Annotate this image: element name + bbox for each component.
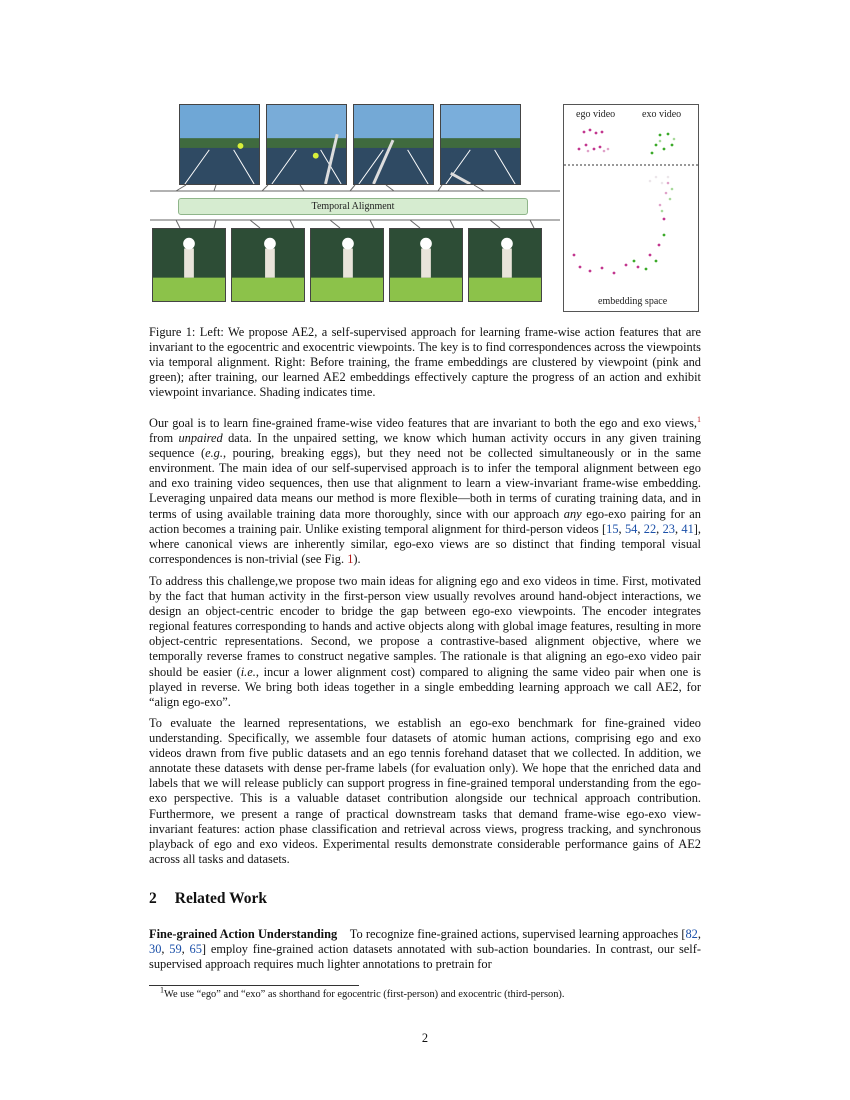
p1-italic-unpaired: unpaired [178, 431, 223, 446]
citation-link[interactable]: 82 [685, 927, 698, 941]
p1-text-b: from [149, 431, 179, 446]
ego-video-label: ego video [576, 109, 616, 120]
exo-frame-2 [231, 228, 305, 302]
embedding-panel [563, 104, 699, 312]
p3-text: To evaluate the learned representations, we establish an ego-exo benchmark for fine-grained video understanding. Specifically, we assemble four datasets of atomic human actions, comprising ego and exo videos drawn from five public datasets and an ego tennis forehand dataset that we collected. In addition, we annotate these datasets with dense per-frame labels (for evaluation only). We hope that the enriched data and labels that we will release publicly can support progress in fine-grained temporal understanding from the ego-exo perspective. This is a valuable dataset contribution alongside our technical approach contribution. Furthermore, we present a range of practical downstream tasks that demand frame-wise ego-exo view-invariant features: action phase classification and retrieval across views, progress tracking, and synchronous playback of ego and exo videos. Experimental results demonstrate considerable performance gains of AE2 across all tasks and datasets. [149, 716, 701, 866]
exo-frame-4 [389, 228, 463, 302]
paragraph-4: Fine-grained Action Understanding To recognize fine-grained actions, supervised learning approaches [82, 30, 59, 65] employ fine-grained action datasets annotated with sub-action boundaries. In contrast, our self-supervised approach requires much lighter annotations to pretrain for [149, 927, 701, 972]
citation-link[interactable]: 22 [643, 521, 657, 536]
figure-caption [149, 325, 701, 400]
p2-text-c: , incur a lower alignment cost) compared to aligning the same video pair when one is played in reverse. We bring both ideas together in a single embedding learning approach we call AE2, for “align ego-exo”. [149, 664, 701, 709]
footnote [160, 985, 565, 1000]
citation-link[interactable]: 30 [149, 942, 162, 957]
section-title: Related Work [174, 890, 268, 907]
ego-frame-1 [179, 104, 260, 185]
figure-1 [150, 100, 701, 315]
citation-link[interactable]: 54 [624, 521, 638, 536]
figure-ref-link[interactable]: 1 [347, 551, 354, 566]
paragraph-3 [149, 716, 701, 867]
citation-link[interactable]: 59 [169, 942, 182, 957]
section-heading [149, 890, 267, 908]
paragraph-2 [149, 574, 701, 710]
p1-text-d: data. In the unpaired setting, we know which human activity occurs in any given training sequence ( [149, 431, 701, 461]
ego-frame-4 [440, 104, 521, 185]
p4-run-in-heading: Fine-grained Action Understanding [149, 927, 338, 941]
footnote-ref[interactable]: 1 [697, 414, 701, 424]
footnote-rule [149, 985, 359, 986]
citation-link[interactable]: 23 [662, 521, 675, 536]
p2-italic-ie: i.e. [240, 664, 256, 679]
ego-frame-3 [353, 104, 434, 185]
exo-frame-1 [152, 228, 226, 302]
footnote-text: We use “ego” and “exo” as shorthand for egocentric (first-person) and exocentric (third-person). [164, 989, 565, 1000]
section-number: 2 [149, 890, 157, 907]
exo-video-label: exo video [642, 109, 682, 120]
paragraph-1: Our goal is to learn fine-grained frame-wise video features that are invariant to both the ego and exo views,$^1$ from unpaired data. In the unpaired setting, we know which human activity occurs in any given training sequence (e.g., pouring, breaking eggs), but they need not be collected simultaneously or in the same environment. The main idea of our self-supervised approach is to infer the temporal alignment between ego and exo training video sequences, then use that alignment to learn a view-invariant frame-wise embedding. Leveraging unpaired data means our method is more flexible—both in terms of curating training data, and in terms of using available training data more thoroughly, since with our approach any ego-exo pairing for an action becomes a training pair. Unlike existing temporal alignment for third-person videos [15, 54, 22, 23, 41], where canonical views are inherently similar, ego-exo views are so distinct that finding temporal visual correspondences is non-trivial (see Fig. 1). [149, 414, 702, 566]
caption-text: Left: We propose AE2, a self-supervised approach for learning frame-wise action features that are invariant to the egocentric and exocentric viewpoints. The key is to find correspondences across the viewpoints via temporal alignment. Right: Before training, the frame embeddings are clustered by viewpoint (pink and green); after training, our learned AE2 embeddings effectively capture the progress of an action and exhibit viewpoint invariance. Shading indicates time. [149, 325, 701, 400]
embedding-space-label: embedding space [598, 296, 668, 307]
exo-frame-3 [310, 228, 384, 302]
p1-text-i: ], where canonical views are inherently similar, ego-exo views are so distinct that finding temporal visual correspondences is non-trivial (see Fig. [149, 521, 702, 566]
p1-text-f: , pouring, breaking eggs), but they need not be collected simultaneously or in the same environment. The main idea of our self-supervised approach is to infer the temporal alignment between ego and exo training video sequences, then use that alignment to learn a view-invariant frame-wise embedding. Leveraging unpaired data means our method is more flexible—both in terms of curating training data, and in terms of using available training data more thoroughly, since with our approach [149, 446, 701, 521]
ego-frame-2 [266, 104, 347, 185]
p4-text-a: To recognize fine-grained actions, supervised learning approaches [ [337, 927, 686, 941]
temporal-alignment-box: Temporal Alignment [178, 198, 528, 215]
page-number: 2 [421, 1031, 429, 1045]
p1-italic-any: any [563, 506, 582, 521]
embedding-scatter [564, 105, 698, 311]
p1-text-a: Our goal is to learn fine-grained frame-wise video features that are invariant to both the ego and exo views, [149, 416, 697, 430]
p1-italic-eg: e.g. [205, 446, 223, 461]
exo-frame-5 [468, 228, 542, 302]
caption-label: Figure 1: [149, 325, 196, 339]
footnote-mark: 1 [160, 985, 164, 995]
citation-link[interactable]: 15 [606, 521, 619, 536]
p1-text-h: ego-exo pairing for an action becomes a training pair. Unlike existing temporal alignment for third-person videos [ [149, 506, 701, 536]
p1-text-j: ). [353, 551, 361, 566]
p4-text-b: ] employ fine-grained action datasets annotated with sub-action boundaries. In contrast, our self-supervised approach requires much lighter annotations to pretrain for [149, 942, 701, 972]
p2-text-a: To address this challenge,we propose two main ideas for aligning ego and exo videos in time. First, motivated by the fact that human activity in the first-person view usually revolves around hand-object interactions, we design an object-centric encoder to bridge the gap between ego-exo viewpoints. The encoder integrates regional features corresponding to hands and active objects along with global image features, resulting in more object-centric representations. Second, we propose a contrastive-based alignment objective, where we temporally reverse frames to construct negative samples. The rationale is that aligning an ego-exo video pair should be easier ( [149, 574, 701, 679]
citation-link[interactable]: 65 [189, 942, 202, 957]
citation-link[interactable]: 41 [681, 521, 694, 536]
